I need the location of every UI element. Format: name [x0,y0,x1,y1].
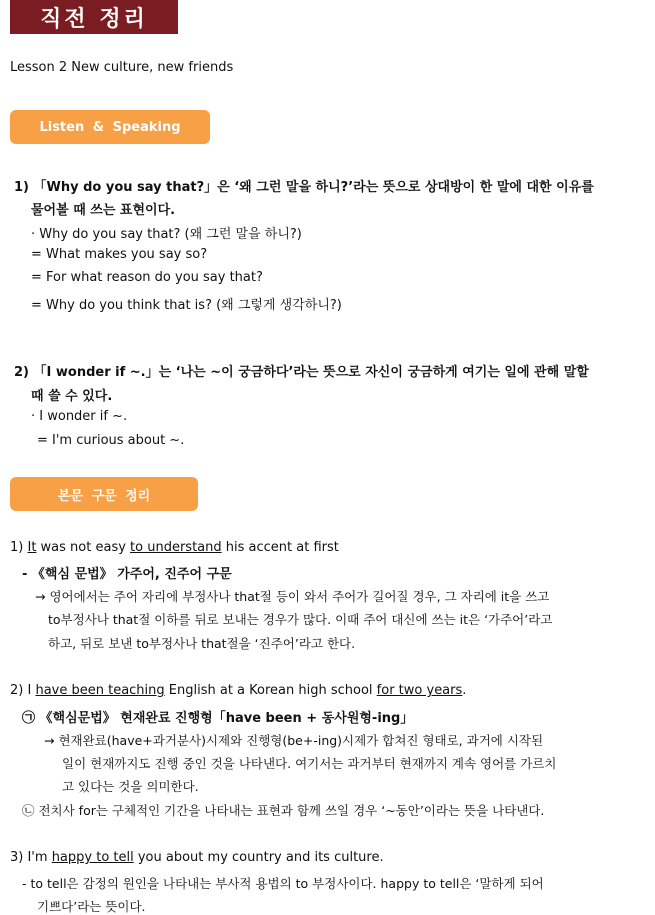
grammar-sentence-2: 2) I have been teaching English at a Korean high school for two years. [10,683,467,698]
underlined-phrase: It [27,540,37,555]
underlined-phrase: for two years [376,683,463,698]
grammar-sentence-3: 3) I'm happy to tell you about my country and its culture. [10,850,384,865]
section-grammar: 본문 구문 정리 [10,477,198,511]
ls-q1-example: · Why do you say that? (왜 그런 말을 하니?) [31,227,302,242]
ls-q1-line1: 1) 「Why do you say that?」은 ‘왜 그런 말을 하니?’라는 뜻으로 상대방이 한 말에 대한 이유를 [14,180,594,195]
grammar-point-2: ㉠ 《핵심문법》 현재완료 진행형「have been + 동사원형-ing」 [22,711,414,726]
explanation-line: 하고, 뒤로 보낸 to부정사나 that절을 ‘진주어’라고 한다. [48,636,356,651]
explanation-line: - to tell은 감정의 원인을 나타내는 부사적 용법의 to 부정사이다. happy to tell은 ‘말하게 되어 [22,876,544,891]
ls-q1-example: = Why do you think that is? (왜 그렇게 생각하니?) [31,298,342,313]
page-title: 직전 정리 [10,0,178,34]
underlined-phrase: to understand [130,540,222,555]
ls-q2-line1: 2) 「I wonder if ~.」는 ‘나는 ~이 궁금하다’라는 뜻으로 자신이 궁금하게 여기는 일에 관해 말할 [14,365,589,380]
grammar-sentence-1: 1) It was not easy to understand his accent at first [10,540,339,555]
explanation-line: 고 있다는 것을 의미한다. [62,779,199,794]
lesson-title: Lesson 2 New culture, new friends [10,60,234,75]
grammar-note: ㉡ 전치사 for는 구체적인 기간을 나타내는 표현과 함께 쓰일 경우 ‘~동안’이라는 뜻을 나타낸다. [22,803,545,818]
grammar-point-1: - 《핵심 문법》 가주어, 진주어 구문 [22,567,232,582]
underlined-phrase: have been teaching [35,683,165,698]
explanation-line: → 현재완료(have+과거분사)시제와 진행형(be+-ing)시제가 합쳐진 형태로, 과거에 시작된 [44,733,544,748]
ls-q1-line2: 물어볼 때 쓰는 표현이다. [31,203,176,218]
underlined-phrase: happy to tell [51,850,134,865]
explanation-line: 기쁘다’라는 뜻이다. [37,899,146,914]
section-listen-speaking: Listen & Speaking [10,110,210,144]
ls-q2-line2: 때 쓸 수 있다. [31,389,113,404]
ls-q1-example: = What makes you say so? [31,247,208,262]
explanation-line: 일이 현재까지도 진행 중인 것을 나타낸다. 여기서는 과거부터 현재까지 계속 영어를 가르치 [62,756,557,771]
ls-q2-example: · I wonder if ~. [31,409,128,424]
explanation-line: → 영어에서는 주어 자리에 부정사나 that절 등이 와서 주어가 길어질 경우, 그 자리에 it을 쓰고 [35,589,550,604]
explanation-line: to부정사나 that절 이하를 뒤로 보내는 경우가 많다. 이때 주어 대신에 쓰는 it은 ‘가주어’라고 [48,612,553,627]
ls-q1-example: = For what reason do you say that? [31,270,263,285]
ls-q2-example: = I'm curious about ~. [37,433,185,448]
